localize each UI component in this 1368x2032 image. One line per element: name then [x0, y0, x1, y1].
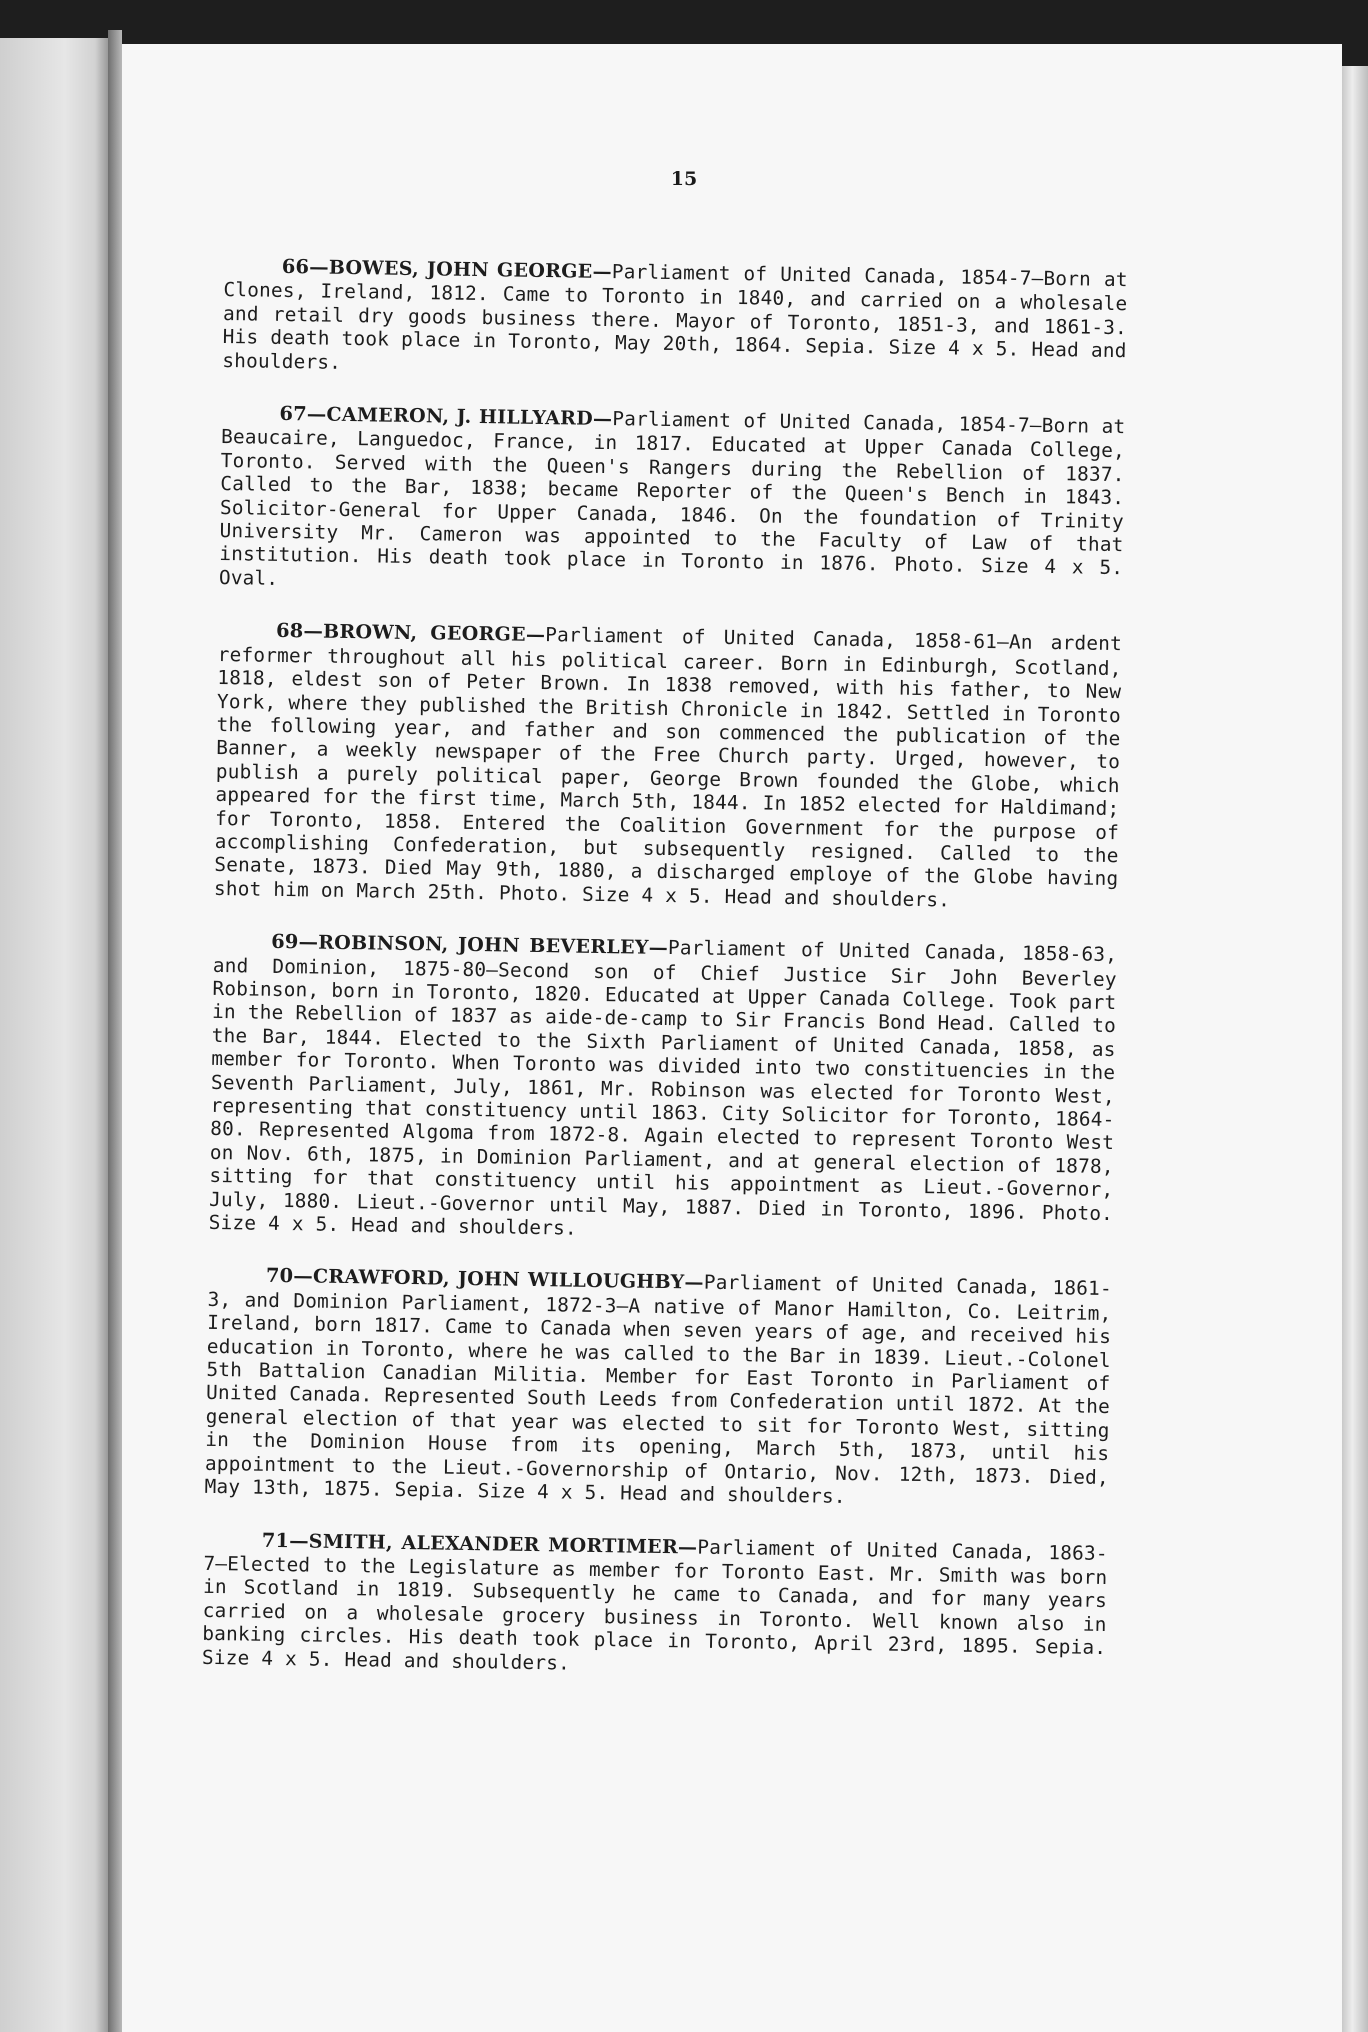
entry-70 [204, 1263, 1112, 1512]
entry-69 [209, 929, 1118, 1248]
entry-number: 68— [275, 619, 324, 643]
entry-name: SMITH, ALEXANDER MORTIMER— [308, 1529, 698, 1559]
entry-name: CAMERON, J. HILLYARD— [326, 403, 613, 431]
entry-number: 66— [281, 254, 329, 279]
entry-name: BOWES, JOHN GEORGE— [328, 256, 613, 284]
page-number: 15 [670, 168, 698, 190]
entry-text: Parliament of United Canada, 1858-61—An ardent reformer throughout all his political career. Born in Edinburgh, Scotland, 1818, eldest son of Peter Brown. In 1838 removed, with his father, to New York, where they published the British Chronicle in 1842. Settled in Toronto the following year, and father and son commenced the publication of the Banner, a weekly newspaper of the Free Church party. Urged, however, to publish a purely political paper, George Brown founded the Globe, which appeared for the first time, March 5th, 1844. In 1852 elected for Haldimand; for Toronto, 1858. Entered the Coalition Government for the purpose of accomplishing Confederation, but subsequently resigned. Called to the Senate, 1873. Died May 9th, 1880, a discharged employe of the Globe having shot him on March 25th. Photo. Size 4 x 5. Head and shoulders. [213, 623, 1123, 912]
entry-text: Parliament of United Canada, 1854-7—Born at Clones, Ireland, 1812. Came to Toronto in 1840, and carried on a wholesale and retail dry goods business there. Mayor of Toronto, 1851-3, and 1861-3. His death took place in Toronto, May 20th, 1864. Sepia. Size 4 x 5. Head and shoulders. [222, 260, 1128, 374]
facing-page-edge [0, 38, 108, 2032]
book-gutter [108, 30, 122, 2032]
entry-name: ROBINSON, JOHN BEVERLEY— [318, 931, 669, 960]
entry-name: CRAWFORD, JOHN WILLOUGHBY— [312, 1265, 704, 1295]
entry-66 [222, 254, 1128, 386]
entry-67 [219, 401, 1126, 603]
entry-text: Parliament of United Canada, 1854-7—Born at Beaucaire, Languedoc, France, in 1817. Educated at Upper Canada College, Toronto. Served with the Queen's Rangers during the Rebellion of 1837. Called to the Bar, 1838; became Reporter of the Queen's Bench in 1843. Solicitor-General for Upper Canada, 1846. On the foundation of Trinity University Mr. Cameron was appointed to the Faculty of Law of that institution. His death took place in Toronto in 1876. Photo. Size 4 x 5. Oval. [218, 407, 1126, 590]
entry-text: Parliament of United Canada, 1863-7—Elected to the Legislature as member for Toronto East. Mr. Smith was born in Scotland in 1819. Subsequently he came to Canada, and for many years carried on a wholesale grocery business in Toronto. Well known also in banking circles. His death took place in Toronto, April 23rd, 1895. Sepia. Size 4 x 5. Head and shoulders. [201, 1535, 1108, 1675]
entry-number: 67— [279, 401, 327, 426]
entry-number: 70— [265, 1264, 314, 1288]
page-stack-edge [1342, 66, 1368, 2032]
entry-text: Parliament of United Canada, 1858-63, and Dominion, 1875-80—Second son of Chief Justice Sir John Beverley Robinson, born in Toronto, 1820. Educated at Upper Canada College. Took part in the Rebellion of 1837 as aide-de-camp to Sir Francis Bond Head. Called to the Bar, 1844. Elected to the Sixth Parliament of United Canada, 1858, as member for Toronto. When Toronto was divided into two constituencies in the Seventh Parliament, July, 1861, Mr. Robinson was elected for Toronto West, representing that constituency until 1863. City Solicitor for Toronto, 1864-80. Represented Algoma from 1872-8. Again elected to represent Toronto West on Nov. 6th, 1875, in Dominion Parliament, and at general election of 1878, sitting for that constituency until his appointment as Lieut.-Governor, July, 1880. Lieut.-Governor until May, 1887. Died in Toronto, 1896. Photo. Size 4 x 5. Head and shoulders. [208, 936, 1118, 1240]
entry-68 [214, 618, 1122, 914]
entry-71 [202, 1527, 1108, 1683]
entry-number: 71— [261, 1528, 309, 1552]
entries-column [201, 254, 1128, 1712]
entry-name: BROWN, GEORGE— [322, 620, 546, 647]
entry-text: Parliament of United Canada, 1861-3, and Dominion Parliament, 1872-3—A native of Manor Hamilton, Co. Leitrim, Ireland, born 1817. Came to Canada when seven years of age, and received his education in Toronto, where he was called to the Bar in 1839. Lieut.-Colonel 5th Battalion Canadian Militia. Member for East Toronto in Parliament of United Canada. Represented South Leeds from Confederation until 1872. At the general election of that year was elected to sit for Toronto West, sitting in the Dominion House from its opening, March 5th, 1873, until his appointment to the Lieut.-Governorship of Ontario, Nov. 12th, 1873. Died, May 13th, 1875. Sepia. Size 4 x 5. Head and shoulders. [204, 1271, 1113, 1509]
entry-number: 69— [271, 929, 319, 954]
